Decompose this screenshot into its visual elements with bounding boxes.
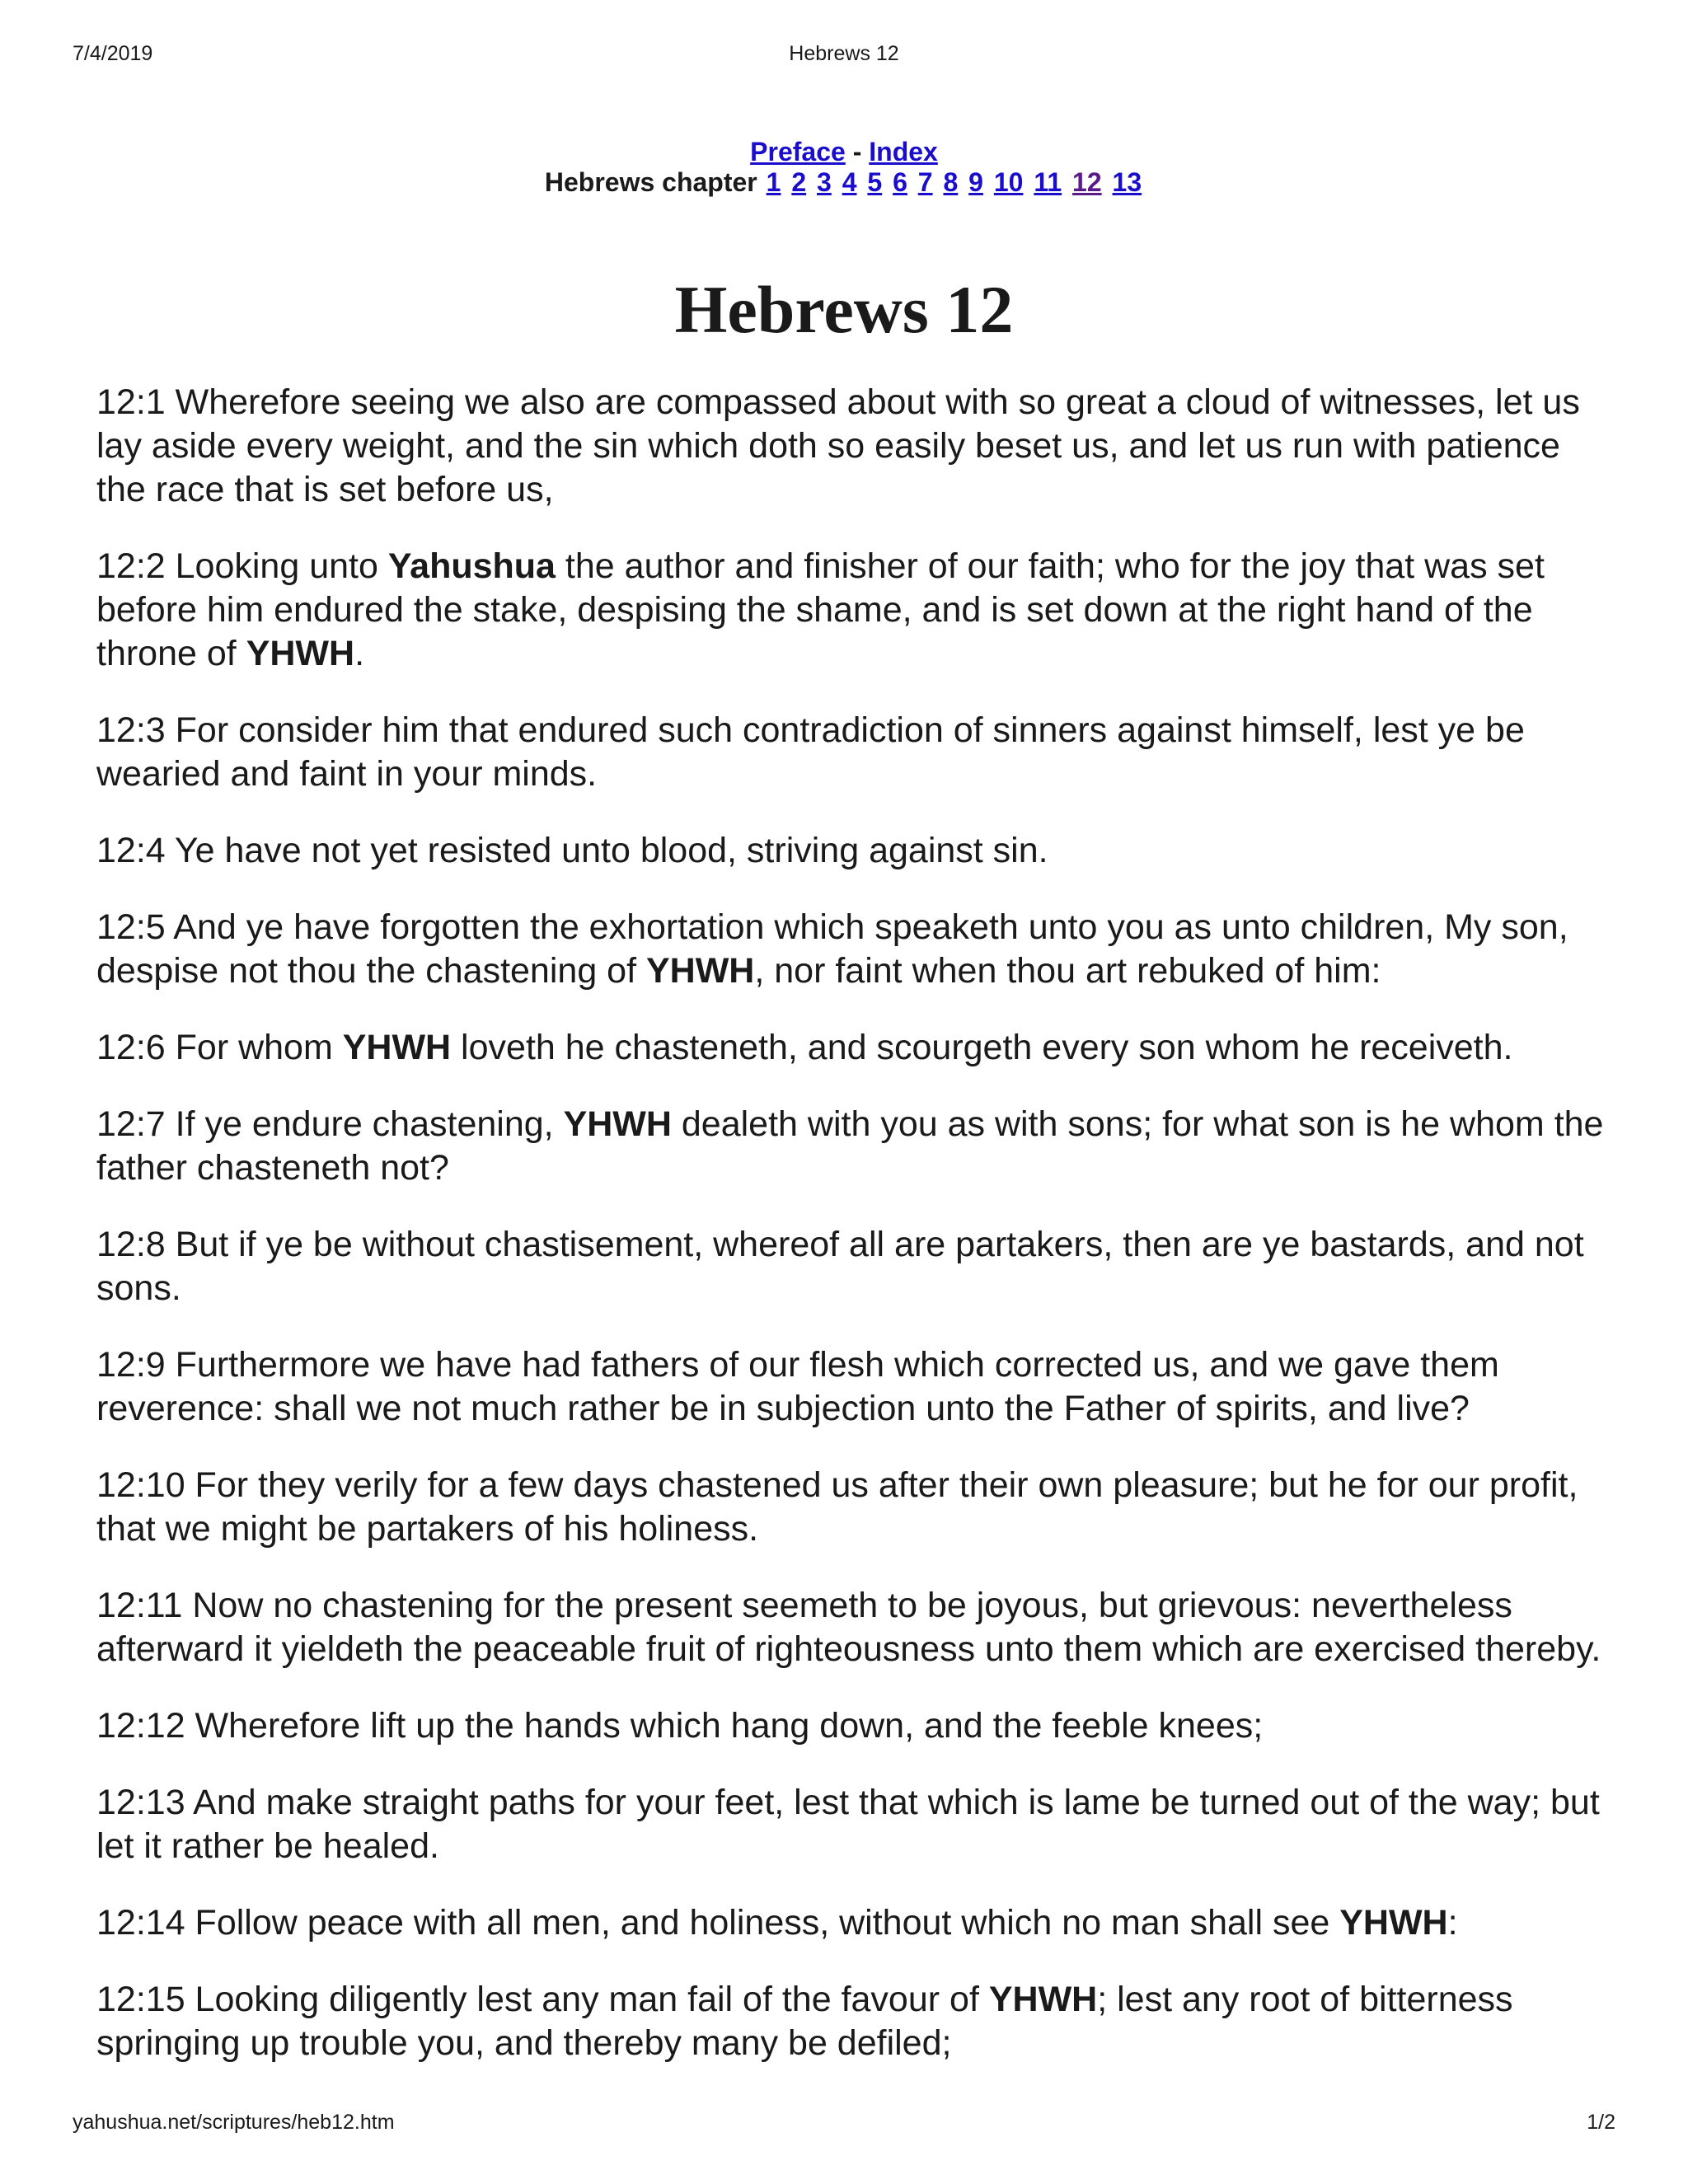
chapter-link-7[interactable]: 7 <box>917 167 933 197</box>
chapter-link-4[interactable]: 4 <box>842 167 857 197</box>
verse-text: 12:3 For consider him that endured such contradiction of sinners against himself, lest ye be wearied and faint in your minds. <box>96 710 1525 794</box>
verse-emphasis: Yahushua <box>387 546 556 586</box>
verse <box>96 1584 1605 1671</box>
verse-text: 12:14 Follow peace with all men, and holiness, without which no man shall see <box>96 1903 1340 1943</box>
verse <box>96 1781 1605 1868</box>
print-url: yahushua.net/scriptures/heb12.htm <box>73 2111 395 2134</box>
chapter-link-5[interactable]: 5 <box>867 167 883 197</box>
print-page-number: 1/2 <box>1587 2111 1615 2134</box>
verse-list <box>96 381 1605 2098</box>
verse-text: dealeth with you as with sons; for what son is he whom the father chasteneth not? <box>96 1104 1604 1188</box>
verse-text: the author and finisher of our faith; who for the joy that was set before him endured the stake, despising the shame, and is set down at the right hand of the throne of <box>96 546 1545 673</box>
verse-text: 12:9 Furthermore we have had fathers of our flesh which corrected us, and we gave them reverence: shall we not much rather be in subjection unto the Father of spirits, and live? <box>96 1345 1499 1428</box>
preface-link[interactable]: Preface <box>750 137 846 166</box>
chapter-prefix: Hebrews chapter <box>544 167 757 197</box>
verse <box>96 1978 1605 2065</box>
chapter-link-list <box>765 167 1143 197</box>
chapter-link-9[interactable]: 9 <box>968 167 983 197</box>
verse-text: : <box>1447 1903 1458 1943</box>
verse-text: 12:6 For whom <box>96 1028 343 1067</box>
verse-emphasis: YHWH <box>645 951 755 991</box>
verse <box>96 1464 1605 1551</box>
verse <box>96 1901 1605 1945</box>
verse <box>96 381 1605 512</box>
verse <box>96 1026 1605 1070</box>
verse-text: 12:7 If ye endure chastening, <box>96 1104 564 1144</box>
verse <box>96 829 1605 873</box>
verse-text: 12:11 Now no chastening for the present seemeth to be joyous, but grievous: nevertheless afterward it yieldeth the peaceable fruit of righteousness unto them which are exercised thereby. <box>96 1586 1601 1669</box>
verse <box>96 1704 1605 1748</box>
index-link[interactable]: Index <box>869 137 938 166</box>
print-date: 7/4/2019 <box>73 42 153 65</box>
verse-text: 12:1 Wherefore seeing we also are compassed about with so great a cloud of witnesses, let us lay aside every weight, and the sin which doth so easily beset us, and let us run with patience the race that is set before us, <box>96 382 1580 509</box>
print-page-title: Hebrews 12 <box>789 42 899 65</box>
verse-text: . <box>354 634 365 673</box>
verse-text: 12:5 And ye have forgotten the exhortation which speaketh unto you as unto children, My son, despise not thou the chastening of <box>96 907 1568 991</box>
chapter-navigation <box>0 137 1688 198</box>
verse-text: 12:2 Looking unto <box>96 546 388 586</box>
chapter-link-12[interactable]: 12 <box>1072 167 1102 197</box>
verse-text: ; lest any root of bitterness springing up trouble you, and thereby many be defiled; <box>96 1980 1513 2063</box>
verse-text: 12:8 But if ye be without chastisement, whereof all are partakers, then are ye bastards, and not sons. <box>96 1225 1584 1308</box>
verse-text: , nor faint when thou art rebuked of him: <box>754 951 1381 991</box>
chapter-link-8[interactable]: 8 <box>943 167 959 197</box>
chapter-link-1[interactable]: 1 <box>766 167 781 197</box>
chapter-link-10[interactable]: 10 <box>993 167 1024 197</box>
verse-text: loveth he chasteneth, and scourgeth every son whom he receiveth. <box>451 1028 1513 1067</box>
link-separator: - <box>852 137 862 166</box>
verse-text: 12:10 For they verily for a few days chastened us after their own pleasure; but he for our profit, that we might be partakers of his holiness. <box>96 1465 1578 1549</box>
verse <box>96 1223 1605 1310</box>
page-title: Hebrews 12 <box>674 272 1014 347</box>
chapter-link-3[interactable]: 3 <box>817 167 832 197</box>
verse <box>96 1343 1605 1431</box>
verse-emphasis: YHWH <box>988 1980 1098 2019</box>
verse-text: 12:13 And make straight paths for your feet, lest that which is lame be turned out of the way; but let it rather be healed. <box>96 1783 1600 1866</box>
verse <box>96 1103 1605 1190</box>
chapter-link-6[interactable]: 6 <box>893 167 907 197</box>
verse-emphasis: YHWH <box>342 1028 452 1067</box>
verse-text: 12:15 Looking diligently lest any man fail of the favour of <box>96 1980 989 2019</box>
chapter-link-13[interactable]: 13 <box>1112 167 1142 197</box>
verse <box>96 545 1605 676</box>
chapter-link-2[interactable]: 2 <box>791 167 807 197</box>
verse-text: 12:12 Wherefore lift up the hands which hang down, and the feeble knees; <box>96 1706 1264 1746</box>
verse-emphasis: YHWH <box>563 1104 672 1144</box>
verse <box>96 709 1605 796</box>
verse-text: 12:4 Ye have not yet resisted unto blood, striving against sin. <box>96 831 1048 870</box>
verse-emphasis: YHWH <box>1339 1903 1448 1943</box>
chapter-links <box>0 167 1688 198</box>
chapter-link-11[interactable]: 11 <box>1034 167 1062 197</box>
top-links <box>0 137 1688 167</box>
verse-emphasis: YHWH <box>246 634 355 673</box>
verse <box>96 906 1605 993</box>
